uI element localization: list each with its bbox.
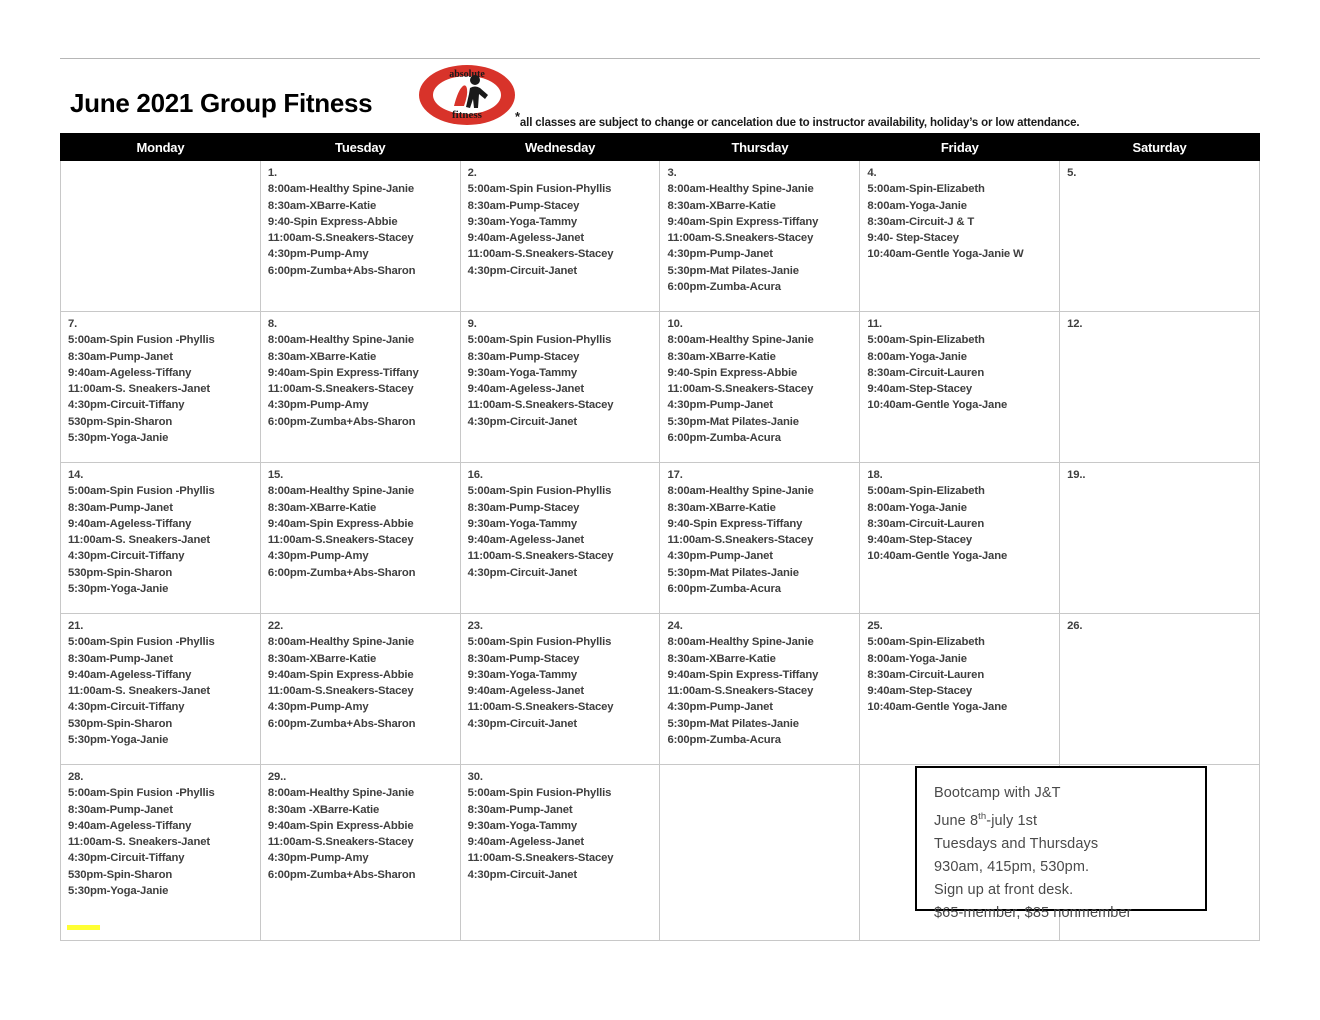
class-entry: 6:00pm-Zumba-Acura [667,281,781,294]
day-number: 15. [267,469,284,481]
class-entry: 9:40am-Ageless-Janet [467,534,584,547]
class-entry: 8:30am-XBarre-Katie [667,350,776,363]
svg-text:fitness: fitness [452,109,482,121]
bootcamp-line-dates [934,805,1205,833]
day-number: 29.. [267,771,287,783]
class-entry: 5:30pm-Yoga-Janie [68,583,169,596]
bootcamp-date-prefix: June 8 [934,812,979,829]
class-entry: 11:00am-S.Sneakers-Stacey [467,399,614,412]
class-entry: 530pm-Spin-Sharon [68,717,173,730]
calendar-day-cell-thursday[interactable] [660,765,860,941]
class-entry: 6:00pm-Zumba-Acura [667,583,781,596]
class-entry: 8:30am-XBarre-Katie [667,199,776,212]
page-title: June 2021 Group Fitness [70,88,373,118]
class-entry: 5:00am-Spin-Elizabeth [867,485,985,498]
class-entry: 4:30pm-Circuit-Janet [467,566,578,579]
class-entry: 8:00am-Yoga-Janie [867,199,967,212]
header-divider [60,58,1260,59]
class-entry: 4:30pm-Pump-Amy [267,701,369,714]
class-entry: 9:40-Spin Express-Abbie [267,215,398,228]
class-entry: 4:30pm-Circuit-Janet [467,717,578,730]
class-entry: 4:30pm-Pump-Amy [267,399,369,412]
day-number: 24. [667,620,683,632]
class-entry: 11:00am-S.Sneakers-Stacey [267,685,414,698]
class-entry: 4:30pm-Pump-Janet [667,248,773,261]
class-entry: 9:40am-Ageless-Janet [467,232,584,245]
day-number: 2. [467,167,477,179]
class-entry: 8:30am-XBarre-Katie [267,350,377,363]
class-entry: 9:40am-Step-Stacey [867,383,972,396]
weekday-header-row [61,134,1260,161]
class-entry: 8:00am-Yoga-Janie [867,501,967,514]
class-entry: 8:30am-Pump-Stacey [467,652,580,665]
class-entry: 8:30am-XBarre-Katie [267,501,377,514]
class-entry: 8:00am-Healthy Spine-Janie [267,485,414,498]
class-entry: 8:30am-XBarre-Katie [267,199,377,212]
day-number: 12. [1067,318,1083,330]
calendar-day-cell-saturday[interactable] [1060,463,1260,614]
calendar-week-row [61,614,1260,765]
yellow-highlight-mark [67,925,100,930]
class-entry: 8:30am-Pump-Janet [467,803,573,816]
class-entry: 8:00am-Healthy Spine-Janie [667,334,814,347]
class-entry: 9:30am-Yoga-Tammy [467,215,578,228]
class-entry: 4:30pm-Pump-Amy [267,852,369,865]
class-entry: 8:30am-XBarre-Katie [667,501,776,514]
class-entry: 9:30am-Yoga-Tammy [467,819,578,832]
class-entry: 9:40am-Ageless-Janet [467,383,584,396]
class-entry: 9:40am-Spin Express-Abbie [267,668,414,681]
calendar-day-cell-wednesday[interactable] [460,312,660,463]
calendar-day-cell-tuesday[interactable] [260,463,460,614]
class-entry: 9:40am-Ageless-Tiffany [68,668,192,681]
day-number: 1. [267,167,277,179]
day-number: 26. [1067,620,1083,632]
class-entry: 9:40am-Spin Express-Tiffany [267,366,419,379]
class-entry: 6:00pm-Zumba-Acura [667,734,781,747]
class-entry: 6:00pm-Zumba-Acura [667,432,781,445]
class-entry: 4:30pm-Circuit-Tiffany [68,399,185,412]
page-header [60,70,1260,128]
calendar-day-cell-monday[interactable] [61,614,261,765]
class-entry: 9:40- Step-Stacey [867,232,959,245]
class-entry: 8:00am-Healthy Spine-Janie [667,183,814,196]
class-entry: 9:40am-Spin Express-Abbie [267,517,414,530]
class-entry: 4:30pm-Pump-Janet [667,399,773,412]
class-entry: 5:00am-Spin Fusion-Phyllis [467,636,612,649]
class-entry: 9:40am-Step-Stacey [867,685,972,698]
disclaimer-text: all classes are subject to change or cancelation due to instructor availability, holiday’s or low attendance. [519,116,1080,129]
class-entry: 5:30pm-Mat Pilates-Janie [667,264,799,277]
day-number: 5. [1067,167,1077,179]
class-entry: 8:00am-Healthy Spine-Janie [267,183,414,196]
class-entry: 6:00pm-Zumba+Abs-Sharon [267,264,416,277]
day-number: 28. [68,771,84,783]
class-entry: 8:30am-Circuit-Lauren [867,366,985,379]
calendar-day-cell-tuesday[interactable] [260,161,460,312]
day-number: 8. [267,318,277,330]
column-header-wednesday: Wednesday [460,134,660,161]
calendar-day-cell-wednesday[interactable] [460,161,660,312]
class-entry: 11:00am-S. Sneakers-Janet [68,383,210,396]
calendar-day-cell-thursday[interactable] [660,312,860,463]
day-number: 11. [867,318,882,330]
calendar-day-cell-monday[interactable] [61,161,261,312]
class-entry: 8:00am-Healthy Spine-Janie [267,334,414,347]
class-entry: 4:30pm-Pump-Janet [667,550,773,563]
class-entry: 8:30am-Pump-Janet [68,501,173,514]
class-entry: 5:30pm-Yoga-Janie [68,734,169,747]
day-number: 4. [867,167,877,179]
class-entry: 5:00am-Spin Fusion -Phyllis [68,636,215,649]
bootcamp-date-ordinal: th [978,811,987,822]
day-number: 16. [467,469,483,481]
class-entry: 5:00am-Spin Fusion -Phyllis [68,334,215,347]
class-entry: 9:40am-Ageless-Tiffany [68,366,192,379]
class-entry: 11:00am-S.Sneakers-Stacey [267,534,414,547]
class-entry: 11:00am-S. Sneakers-Janet [68,685,210,698]
class-entry: 9:40am-Ageless-Tiffany [68,819,192,832]
class-entry: 8:30am-Pump-Stacey [467,350,580,363]
class-entry: 4:30pm-Circuit-Janet [467,868,578,881]
day-number: 19.. [1067,469,1086,481]
class-entry: 530pm-Spin-Sharon [68,415,173,428]
day-number: 17. [667,469,683,481]
calendar-day-cell-wednesday[interactable] [460,765,660,941]
class-entry: 6:00pm-Zumba+Abs-Sharon [267,415,416,428]
calendar-day-cell-friday[interactable] [860,161,1060,312]
class-entry: 4:30pm-Circuit-Tiffany [68,701,185,714]
class-entry: 8:30am-Pump-Janet [68,803,173,816]
calendar-day-cell-tuesday[interactable] [260,765,460,941]
class-entry: 9:40am-Ageless-Janet [467,836,584,849]
class-entry: 10:40am-Gentle Yoga-Janie W [867,248,1024,261]
class-entry: 5:00am-Spin Fusion-Phyllis [467,787,612,800]
class-entry: 11:00am-S.Sneakers-Stacey [667,383,814,396]
class-entry: 11:00am-S.Sneakers-Stacey [467,701,614,714]
calendar-day-cell-tuesday[interactable] [260,614,460,765]
calendar-day-cell-tuesday[interactable] [260,312,460,463]
calendar-day-cell-saturday[interactable] [1060,312,1260,463]
class-entry: 9:40am-Spin Express-Tiffany [667,668,819,681]
class-entry: 4:30pm-Circuit-Tiffany [68,852,185,865]
class-entry: 8:30am-XBarre-Katie [667,652,776,665]
class-entry: 9:40-Spin Express-Abbie [667,366,798,379]
calendar-day-cell-friday[interactable] [860,614,1060,765]
class-entry: 8:30am-Circuit-Lauren [867,668,985,681]
day-number: 18. [867,469,883,481]
class-entry: 10:40am-Gentle Yoga-Jane [867,550,1008,563]
class-entry: 5:00am-Spin-Elizabeth [867,636,985,649]
class-entry: 11:00am-S.Sneakers-Stacey [467,852,614,865]
class-entry: 5:30pm-Yoga-Janie [68,432,169,445]
calendar-day-cell-friday[interactable] [860,312,1060,463]
bootcamp-line: Tuesdays and Thursdays [934,835,1099,852]
class-entry: 5:30pm-Mat Pilates-Janie [667,566,799,579]
class-entry: 8:30am-Pump-Stacey [467,501,580,514]
class-entry: 8:00am-Healthy Spine-Janie [267,787,414,800]
class-entry: 5:00am-Spin Fusion-Phyllis [467,183,612,196]
class-entry: 5:30pm-Mat Pilates-Janie [667,717,799,730]
day-number: 30. [467,771,483,783]
class-entry: 5:00am-Spin-Elizabeth [867,334,985,347]
day-number: 9. [467,318,477,330]
class-entry: 4:30pm-Circuit-Janet [467,415,578,428]
day-number: 10. [667,318,683,330]
class-entry: 5:00am-Spin Fusion -Phyllis [68,485,215,498]
calendar-week-row [61,312,1260,463]
class-entry: 8:30am-XBarre-Katie [267,652,377,665]
calendar-day-cell-monday[interactable] [61,312,261,463]
class-entry: 5:00am-Spin Fusion -Phyllis [68,787,215,800]
class-entry: 11:00am-S. Sneakers-Janet [68,836,210,849]
day-number: 22. [267,620,284,632]
class-entry: 5:00am-Spin Fusion-Phyllis [467,334,612,347]
column-header-tuesday: Tuesday [260,134,460,161]
class-entry: 8:00am-Yoga-Janie [867,350,967,363]
class-entry: 530pm-Spin-Sharon [68,868,173,881]
class-entry: 9:30am-Yoga-Tammy [467,668,578,681]
class-entry: 11:00am-S.Sneakers-Stacey [467,550,614,563]
calendar-day-cell-thursday[interactable] [660,614,860,765]
class-entry: 4:30pm-Pump-Amy [267,248,369,261]
disclaimer-note [515,109,1079,129]
day-number: 14. [68,469,84,481]
column-header-saturday: Saturday [1060,134,1260,161]
class-entry: 6:00pm-Zumba+Abs-Sharon [267,717,416,730]
asterisk-icon: * [515,109,520,124]
class-entry: 6:00pm-Zumba+Abs-Sharon [267,868,416,881]
calendar-day-cell-wednesday[interactable] [460,463,660,614]
class-entry: 5:30pm-Mat Pilates-Janie [667,415,799,428]
calendar-day-cell-saturday[interactable] [1060,161,1260,312]
day-number: 25. [867,620,883,632]
class-entry: 11:00am-S.Sneakers-Stacey [267,232,414,245]
class-entry: 4:30pm-Circuit-Janet [467,264,578,277]
day-number: 21. [68,620,84,632]
class-entry: 9:40am-Step-Stacey [867,534,972,547]
bootcamp-line: $65-member, $85 nonmember [934,904,1132,921]
day-number: 7. [68,318,78,330]
column-header-thursday: Thursday [660,134,860,161]
class-entry: 10:40am-Gentle Yoga-Jane [867,701,1008,714]
calendar-week-row [61,463,1260,614]
class-entry: 9:40-Spin Express-Tiffany [667,517,803,530]
class-entry: 8:30am-Pump-Stacey [467,199,580,212]
svg-text:absolute: absolute [449,69,485,80]
class-entry: 9:30am-Yoga-Tammy [467,366,578,379]
bootcamp-info-box [915,766,1207,921]
calendar-day-cell-monday[interactable] [61,463,261,614]
class-entry: 11:00am-S.Sneakers-Stacey [667,685,814,698]
class-entry: 11:00am-S.Sneakers-Stacey [267,383,414,396]
class-entry: 10:40am-Gentle Yoga-Jane [867,399,1008,412]
class-entry: 8:00am-Healthy Spine-Janie [267,636,414,649]
class-entry: 9:40am-Ageless-Tiffany [68,517,192,530]
class-entry: 8:30am -XBarre-Katie [267,803,380,816]
class-entry: 8:30am-Circuit-Lauren [867,517,985,530]
day-number: 3. [667,167,677,179]
class-entry: 11:00am-S.Sneakers-Stacey [267,836,414,849]
class-entry: 8:30am-Circuit-J & T [867,215,975,228]
class-entry: 9:40am-Ageless-Janet [467,685,584,698]
bootcamp-date-suffix: -july 1st [986,812,1038,829]
class-entry: 8:00am-Healthy Spine-Janie [667,636,814,649]
absolute-fitness-logo-icon [418,64,516,126]
class-entry: 11:00am-S.Sneakers-Stacey [667,534,814,547]
calendar-day-cell-saturday[interactable] [1060,614,1260,765]
class-entry: 8:30am-Pump-Janet [68,652,173,665]
class-entry: 6:00pm-Zumba+Abs-Sharon [267,566,416,579]
class-entry: 9:30am-Yoga-Tammy [467,517,578,530]
class-entry: 8:00am-Healthy Spine-Janie [667,485,814,498]
day-number: 23. [467,620,483,632]
bootcamp-line: 930am, 415pm, 530pm. [934,858,1090,875]
class-entry: 9:40am-Spin Express-Tiffany [667,215,819,228]
calendar-day-cell-thursday[interactable] [660,463,860,614]
class-entry: 4:30pm-Circuit-Tiffany [68,550,185,563]
class-entry: 4:30pm-Pump-Janet [667,701,773,714]
column-header-monday: Monday [61,134,261,161]
class-entry: 11:00am-S. Sneakers-Janet [68,534,210,547]
bootcamp-line: Bootcamp with J&T [934,785,1061,801]
class-entry: 11:00am-S.Sneakers-Stacey [467,248,614,261]
class-entry: 4:30pm-Pump-Amy [267,550,369,563]
bootcamp-line: Sign up at front desk. [934,881,1074,898]
calendar-day-cell-wednesday[interactable] [460,614,660,765]
class-entry: 11:00am-S.Sneakers-Stacey [667,232,814,245]
calendar-day-cell-friday[interactable] [860,463,1060,614]
class-entry: 5:00am-Spin Fusion-Phyllis [467,485,612,498]
class-entry: 8:00am-Yoga-Janie [867,652,967,665]
class-entry: 5:30pm-Yoga-Janie [68,885,169,898]
column-header-friday: Friday [860,134,1060,161]
class-entry: 9:40am-Spin Express-Abbie [267,819,414,832]
class-entry: 530pm-Spin-Sharon [68,566,173,579]
calendar-week-row [61,161,1260,312]
class-entry: 8:30am-Pump-Janet [68,350,173,363]
calendar-day-cell-monday[interactable] [61,765,261,941]
class-entry: 5:00am-Spin-Elizabeth [867,183,985,196]
calendar-day-cell-thursday[interactable] [660,161,860,312]
